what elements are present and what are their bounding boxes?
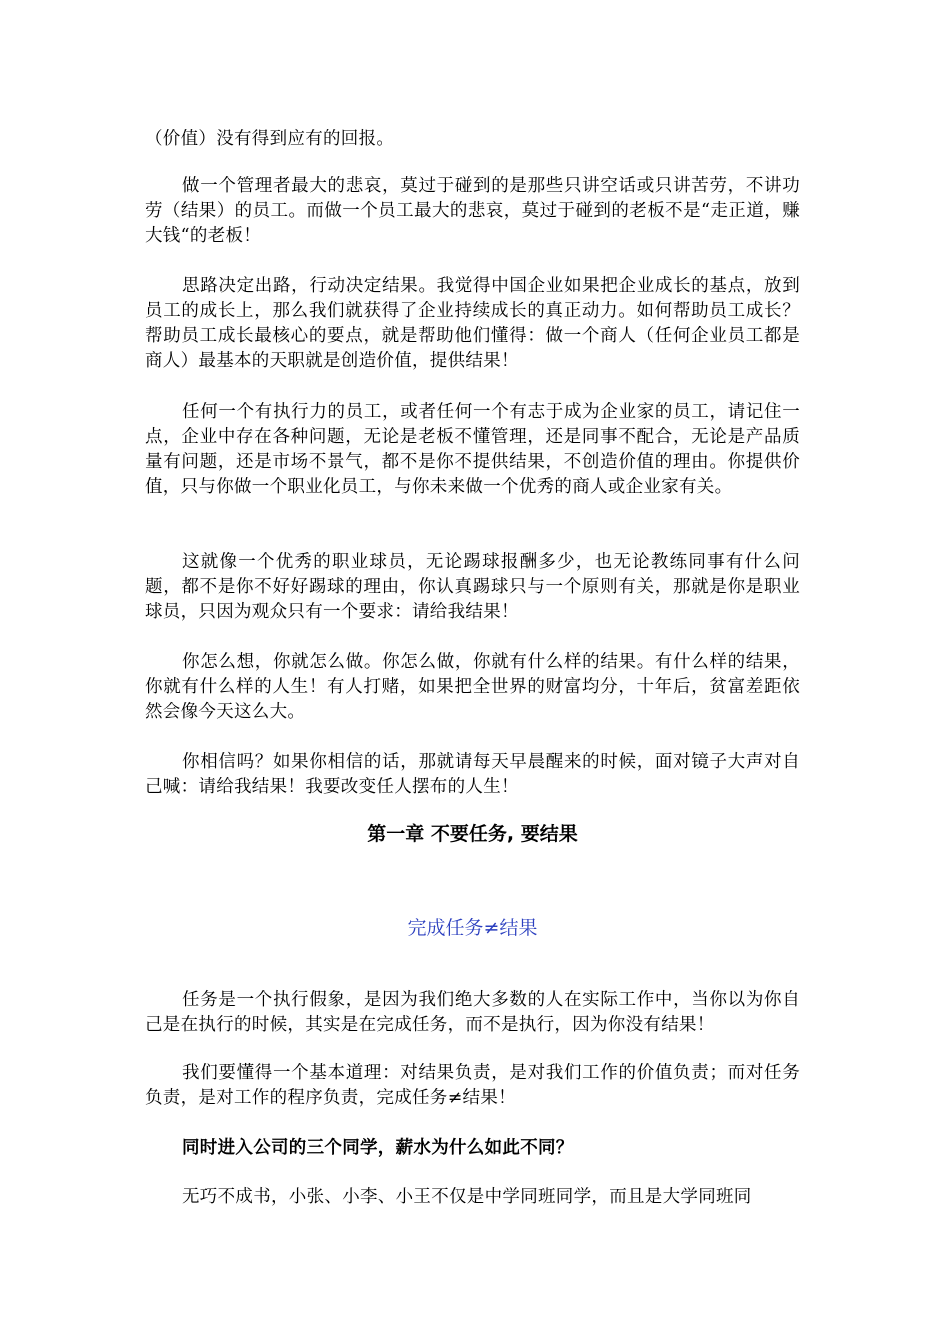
subheading-three-classmates: 同时进入公司的三个同学，薪水为什么如此不同？ <box>182 1138 574 1158</box>
paragraph-continuation: （价值）没有得到应有的回报。 <box>145 129 395 149</box>
section-heading: 完成任务≠结果 <box>407 917 538 939</box>
paragraph-manager-sorrow: 做一个管理者最大的悲哀，莫过于碰到的是那些只讲空话或只讲苦劳，不讲功劳（结果）的员工。而做一个员工最大的悲哀，莫过于碰到的老板不是“走正道，赚大钱“的老板！ <box>145 176 800 246</box>
paragraph-football-player: 这就像一个优秀的职业球员，无论踢球报酬多少，也无论教练同事有什么问题，都不是你不好好踢球的理由，你认真踢球只与一个原则有关，那就是你是职业球员，只因为观众只有一个要求：请给我结果！ <box>145 552 800 622</box>
chapter-heading: 第一章 不要任务, 要结果 <box>367 823 578 845</box>
paragraph-execution-employee: 任何一个有执行力的员工，或者任何一个有志于成为企业家的员工，请记住一点，企业中存在各种问题，无论是老板不懂管理，还是同事不配合，无论是产品质量有问题，还是市场不景气，都不是你不提供结果，不创造价值的理由。你提供价值，只与你做一个职业化员工，与你未来做一个优秀的商人或企业家有关。 <box>145 402 800 497</box>
paragraph-coincidence: 无巧不成书，小张、小李、小王不仅是中学同班同学，而且是大学同班同 <box>182 1187 752 1207</box>
paragraph-do-you-believe: 你相信吗？如果你相信的话，那就请每天早晨醒来的时候，面对镜子大声对自己喊：请给我结果！我要改变任人摆布的人生！ <box>145 752 800 797</box>
paragraph-task-illusion: 任务是一个执行假象，是因为我们绝大多数的人在实际工作中，当你以为你自己是在执行的时候，其实是在完成任务，而不是执行，因为你没有结果！ <box>145 990 800 1035</box>
paragraph-basic-principle: 我们要懂得一个基本道理：对结果负责，是对我们工作的价值负责；而对任务负责，是对工作的程序负责，完成任务≠结果！ <box>145 1063 800 1108</box>
paragraph-how-you-think: 你怎么想，你就怎么做。你怎么做，你就有什么样的结果。有什么样的结果，你就有什么样的人生！有人打赌，如果把全世界的财富均分，十年后，贫富差距依然会像今天这么大。 <box>145 652 800 722</box>
paragraph-thinking-decides: 思路决定出路，行动决定结果。我觉得中国企业如果把企业成长的基点，放到员工的成长上，那么我们就获得了企业持续成长的真正动力。如何帮助员工成长？帮助员工成长最核心的要点，就是帮助他们懂得：做一个商人（任何企业员工都是商人）最基本的天职就是创造价值，提供结果！ <box>145 276 800 371</box>
